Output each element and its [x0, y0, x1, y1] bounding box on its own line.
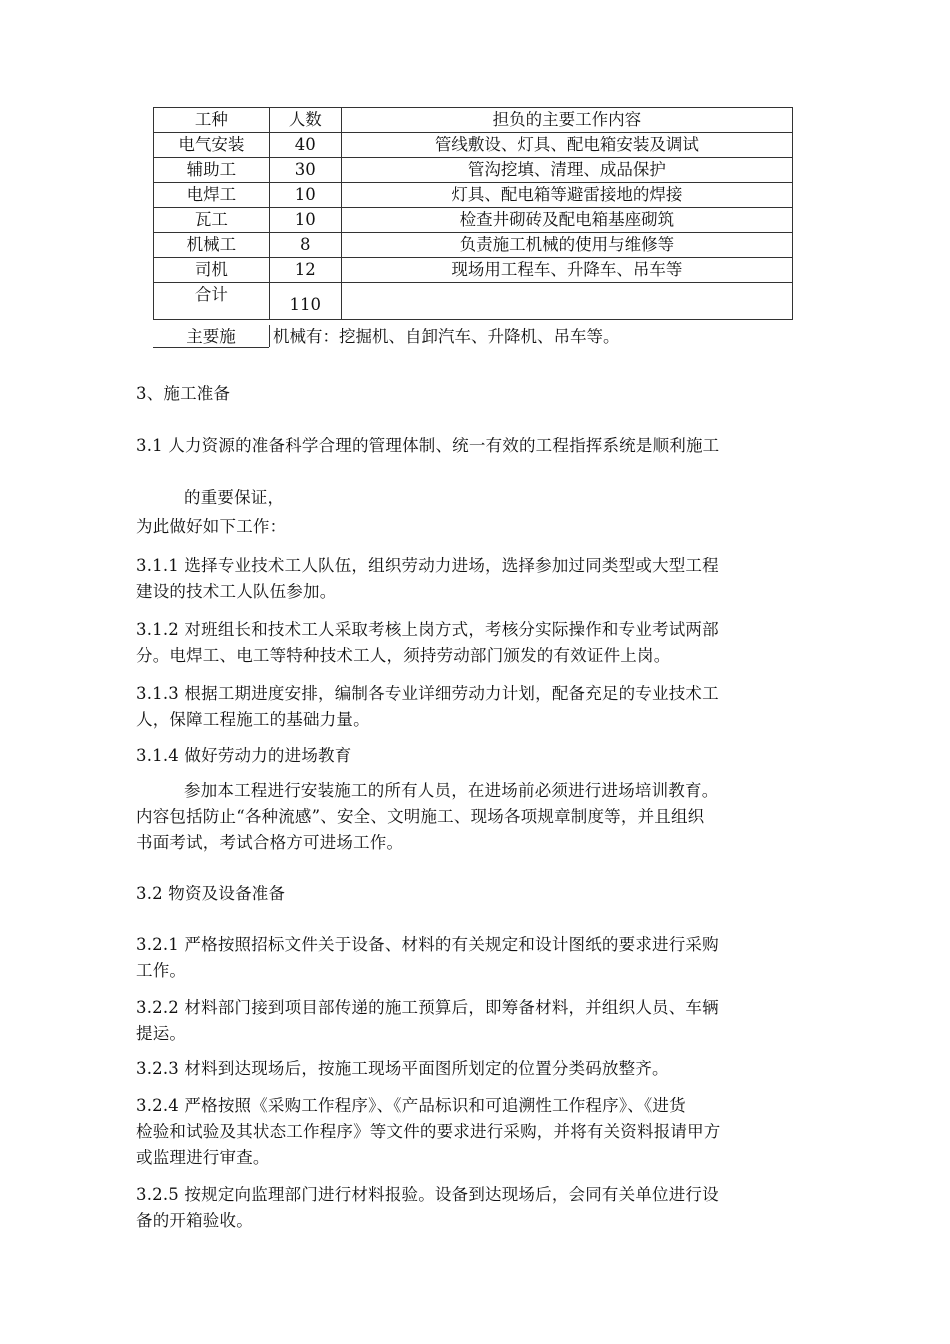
- duty-cell: 管线敷设、灯具、配电箱安装及调试: [341, 133, 792, 158]
- table-row: [154, 258, 793, 283]
- table-row: [154, 208, 793, 233]
- duty-cell: 灯具、配电箱等避雷接地的焊接: [341, 183, 792, 208]
- count-cell: 8: [269, 233, 341, 258]
- count-cell: 10: [269, 183, 341, 208]
- paragraph-3-1-3-cont: 人，保障工程施工的基础力量。: [136, 710, 370, 729]
- paragraph-3-2-4-cont2: 或监理进行审查。: [136, 1148, 270, 1167]
- table-row: [154, 233, 793, 258]
- paragraph-3-1-1: 3.1.1 选择专业技术工人队伍，组织劳动力进场，选择参加过同类型或大型工程: [136, 556, 719, 575]
- count-cell: 10: [269, 208, 341, 233]
- paragraph-3-1-1-cont: 建设的技术工人队伍参加。: [136, 582, 337, 601]
- paragraph-3-2-1-cont: 工作。: [136, 961, 187, 980]
- paragraph-3-2-1: 3.2.1 严格按照招标文件关于设备、材料的有关规定和设计图纸的要求进行采购: [136, 935, 719, 954]
- paragraph-3-1-3: 3.1.3 根据工期进度安排，编制各专业详细劳动力计划，配备充足的专业技术工: [136, 684, 719, 703]
- paragraph-3-1-4-body2: 内容包括防止“各种流感”、安全、文明施工、现场各项规章制度等，并且组织: [136, 807, 705, 826]
- trade-cell: 辅助工: [154, 158, 270, 183]
- total-count: 110: [269, 283, 341, 320]
- trade-cell: 瓦工: [154, 208, 270, 233]
- table-total-row: [154, 283, 793, 320]
- trade-cell: 司机: [154, 258, 270, 283]
- paragraph-3-2-4: 3.2.4 严格按照《采购工作程序》、《产品标识和可追溯性工作程序》、《进货: [136, 1096, 686, 1115]
- paragraph-3-1-2: 3.1.2 对班组长和技术工人采取考核上岗方式，考核分实际操作和专业考试两部: [136, 620, 719, 639]
- paragraph-3-2-2-cont: 提运。: [136, 1024, 187, 1043]
- paragraph-3-1-4: 3.1.4 做好劳动力的进场教育: [136, 746, 352, 765]
- count-cell: 40: [269, 133, 341, 158]
- header-count: 人数: [269, 108, 341, 133]
- section-heading: 3、施工准备: [136, 384, 231, 403]
- paragraph-3-1-cont2: 为此做好如下工作：: [136, 517, 287, 536]
- total-label: 合计: [154, 283, 270, 320]
- count-cell: 12: [269, 258, 341, 283]
- section-heading-3-2: 3.2 物资及设备准备: [136, 884, 286, 903]
- paragraph-3-2-3: 3.2.3 材料到达现场后，按施工现场平面图所划定的位置分类码放整齐。: [136, 1059, 669, 1078]
- table-row: [154, 133, 793, 158]
- machinery-text: 机械有：挖掘机、自卸汽车、升降机、吊车等。: [273, 327, 620, 346]
- table-row: [154, 158, 793, 183]
- paragraph-3-1-4-body3: 书面考试，考试合格方可进场工作。: [136, 833, 404, 852]
- header-duty: 担负的主要工作内容: [341, 108, 792, 133]
- trade-cell: 电焊工: [154, 183, 270, 208]
- table-header-row: [154, 108, 793, 133]
- duty-cell: 管沟挖填、清理、成品保护: [341, 158, 792, 183]
- table-row: [154, 183, 793, 208]
- paragraph-3-2-4-cont: 检验和试验及其状态工作程序》等文件的要求进行采购，并将有关资料报请甲方: [136, 1122, 721, 1141]
- trade-cell: 机械工: [154, 233, 270, 258]
- paragraph-3-1-2-cont: 分。电焊工、电工等特种技术工人，须持劳动部门颁发的有效证件上岗。: [136, 646, 671, 665]
- machinery-divider: [269, 325, 270, 347]
- total-duty: [341, 283, 792, 320]
- duty-cell: 检查井砌砖及配电箱基座砌筑: [341, 208, 792, 233]
- machinery-label: 主要施: [153, 325, 269, 348]
- paragraph-3-1-4-body: 参加本工程进行安装施工的所有人员，在进场前必须进行进场培训教育。: [184, 781, 719, 800]
- machinery-row: [153, 325, 793, 351]
- paragraph-3-2-5: 3.2.5 按规定向监理部门进行材料报验。设备到达现场后，会同有关单位进行设: [136, 1185, 719, 1204]
- duty-cell: 负责施工机械的使用与维修等: [341, 233, 792, 258]
- duty-cell: 现场用工程车、升降车、吊车等: [341, 258, 792, 283]
- paragraph-3-2-5-cont: 备的开箱验收。: [136, 1211, 253, 1230]
- trade-cell: 电气安装: [154, 133, 270, 158]
- labor-table: [153, 107, 793, 320]
- paragraph-3-2-2: 3.2.2 材料部门接到项目部传递的施工预算后，即筹备材料，并组织人员、车辆: [136, 998, 719, 1017]
- header-trade: 工种: [154, 108, 270, 133]
- paragraph-3-1-cont: 的重要保证，: [184, 488, 285, 507]
- count-cell: 30: [269, 158, 341, 183]
- paragraph-3-1: 3.1 人力资源的准备科学合理的管理体制、统一有效的工程指挥系统是顺利施工: [136, 436, 720, 455]
